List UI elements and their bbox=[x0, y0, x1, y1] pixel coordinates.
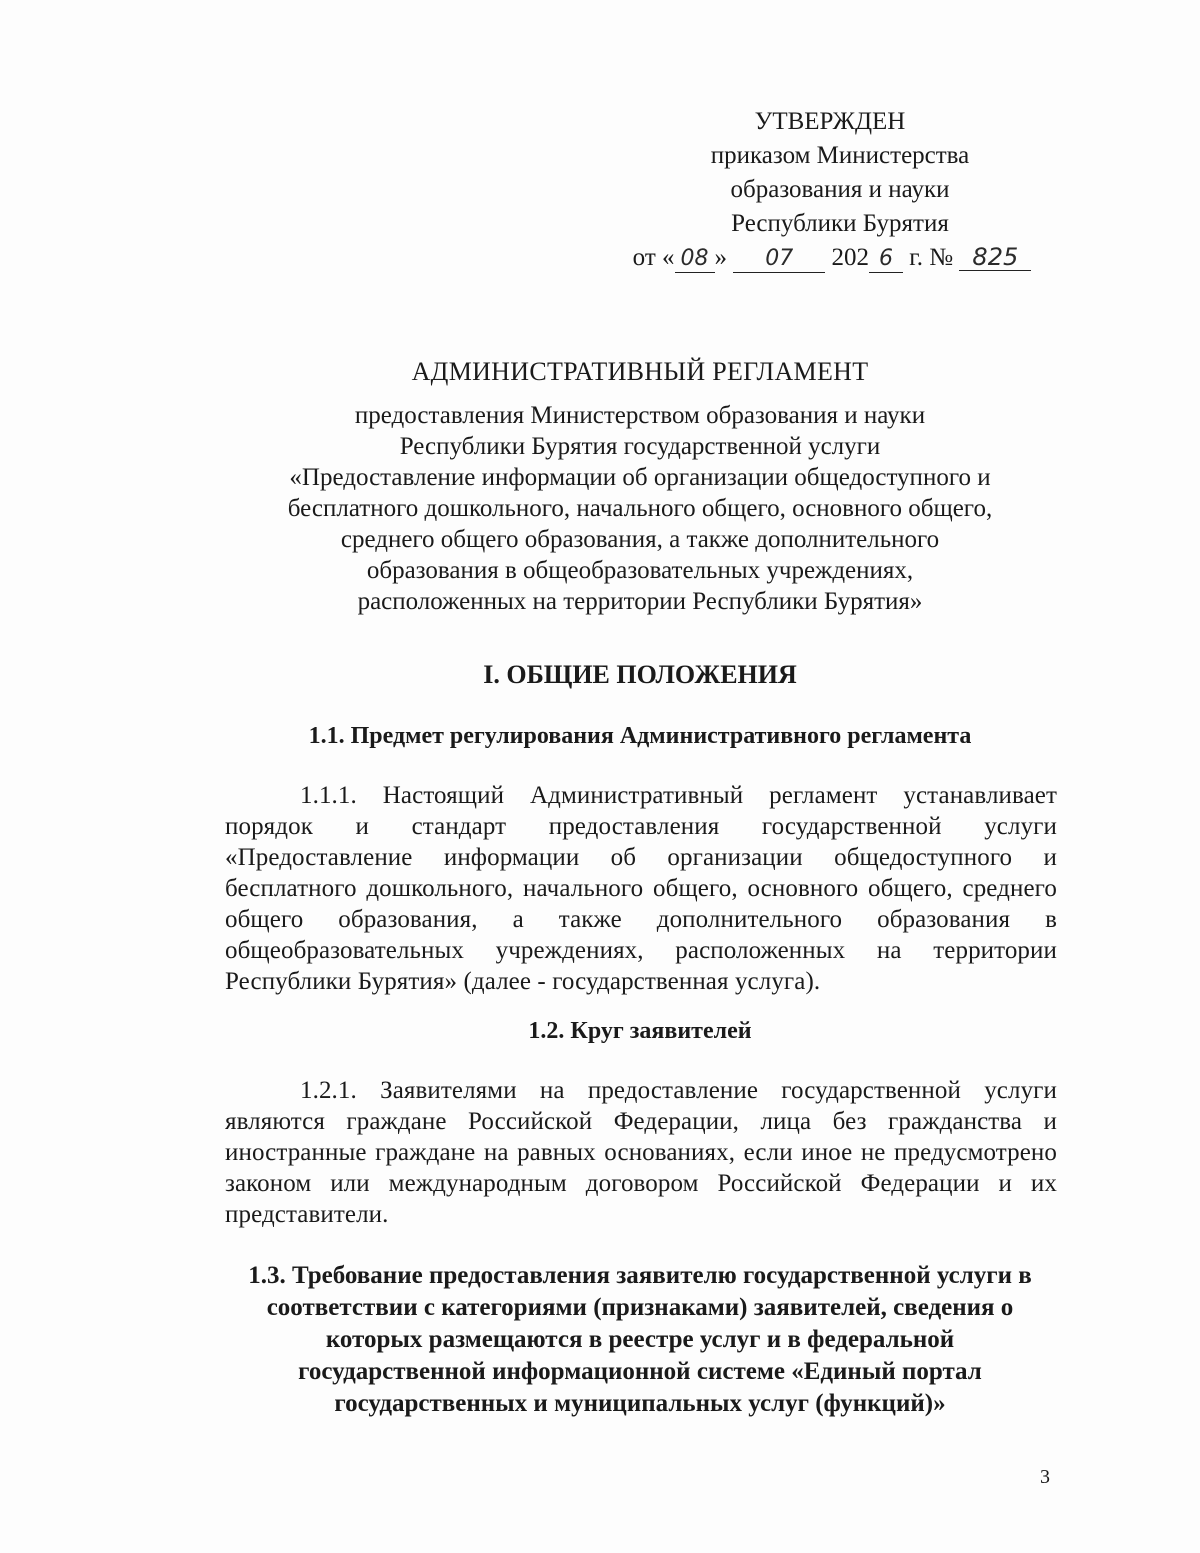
approval-line-1: приказом Министерства bbox=[710, 142, 970, 169]
subtitle-line: среднего общего образования, а также дополнительного bbox=[340, 526, 940, 553]
heading-line: соответствии с категориями (признаками) заявителей, сведения о bbox=[266, 1294, 1014, 1321]
paragraph-1-2-1: 1.2.1. Заявителями на предоставление государственной услуги являются граждане Российской Федерации, лица без гражданства и иностранные граждане на равных основаниях, если иное не предусмотрено законом или международным договором Российской Федерации и их представители. bbox=[225, 1077, 1057, 1228]
subtitle-line: «Предоставление информации об организации общедоступного и bbox=[289, 464, 991, 491]
subsection-heading-1-2: 1.2. Круг заявителей bbox=[528, 1018, 752, 1044]
approval-date-line bbox=[592, 241, 1072, 275]
subtitle-line: бесплатного дошкольного, начального общего, основного общего, bbox=[287, 495, 993, 522]
approval-block bbox=[600, 105, 1080, 275]
handwritten-order-number: 825 bbox=[959, 244, 1031, 271]
approval-line-2: образования и науки bbox=[730, 176, 950, 203]
subsection-heading-1-1: 1.1. Предмет регулирования Административного регламента bbox=[308, 723, 972, 749]
heading-line: государственной информационной системе «Единый портал bbox=[298, 1358, 982, 1385]
heading-line: которых размещаются в реестре услуг и в федеральной bbox=[325, 1326, 955, 1353]
approval-title: УТВЕРЖДЕН bbox=[754, 108, 906, 135]
approval-line-3: Республики Бурятия bbox=[731, 210, 949, 237]
number-prefix: г. № bbox=[909, 244, 954, 271]
subtitle-line: образования в общеобразовательных учреждениях, bbox=[366, 557, 914, 584]
section-heading: I. ОБЩИЕ ПОЛОЖЕНИЯ bbox=[483, 660, 797, 689]
subsection-heading-1-3 bbox=[0, 1260, 1200, 1420]
handwritten-year-digit: 6 bbox=[869, 246, 903, 273]
handwritten-day: 08 bbox=[675, 246, 715, 273]
heading-line: 1.3. Требование предоставления заявителю государственной услуги в bbox=[248, 1262, 1032, 1289]
heading-line: государственных и муниципальных услуг (функций)» bbox=[334, 1390, 946, 1417]
paragraph-1-1-1: 1.1.1. Настоящий Административный регламент устанавливает порядок и стандарт предоставления государственной услуги «Предоставление информации об организации общедоступного и бесплатного дошкольного, начального общего, основного общего, среднего общего образования, а также дополнительного образования в общеобразовательных учреждениях, расположенных на территории Республики Бурятия» (далее - государственная услуга). bbox=[225, 782, 1057, 995]
handwritten-month: 07 bbox=[733, 246, 825, 273]
document-subtitle bbox=[0, 400, 1200, 617]
subtitle-line: Республики Бурятия государственной услуги bbox=[399, 433, 881, 460]
subtitle-line: расположенных на территории Республики Бурятия» bbox=[357, 588, 923, 615]
document-title: АДМИНИСТРАТИВНЫЙ РЕГЛАМЕНТ bbox=[411, 357, 869, 386]
date-mid: » bbox=[714, 244, 728, 271]
page-number: 3 bbox=[1040, 1466, 1050, 1488]
date-prefix: от « bbox=[632, 244, 675, 271]
subtitle-line: предоставления Министерством образования и науки bbox=[354, 402, 926, 429]
year-prefix: 202 bbox=[831, 244, 870, 271]
